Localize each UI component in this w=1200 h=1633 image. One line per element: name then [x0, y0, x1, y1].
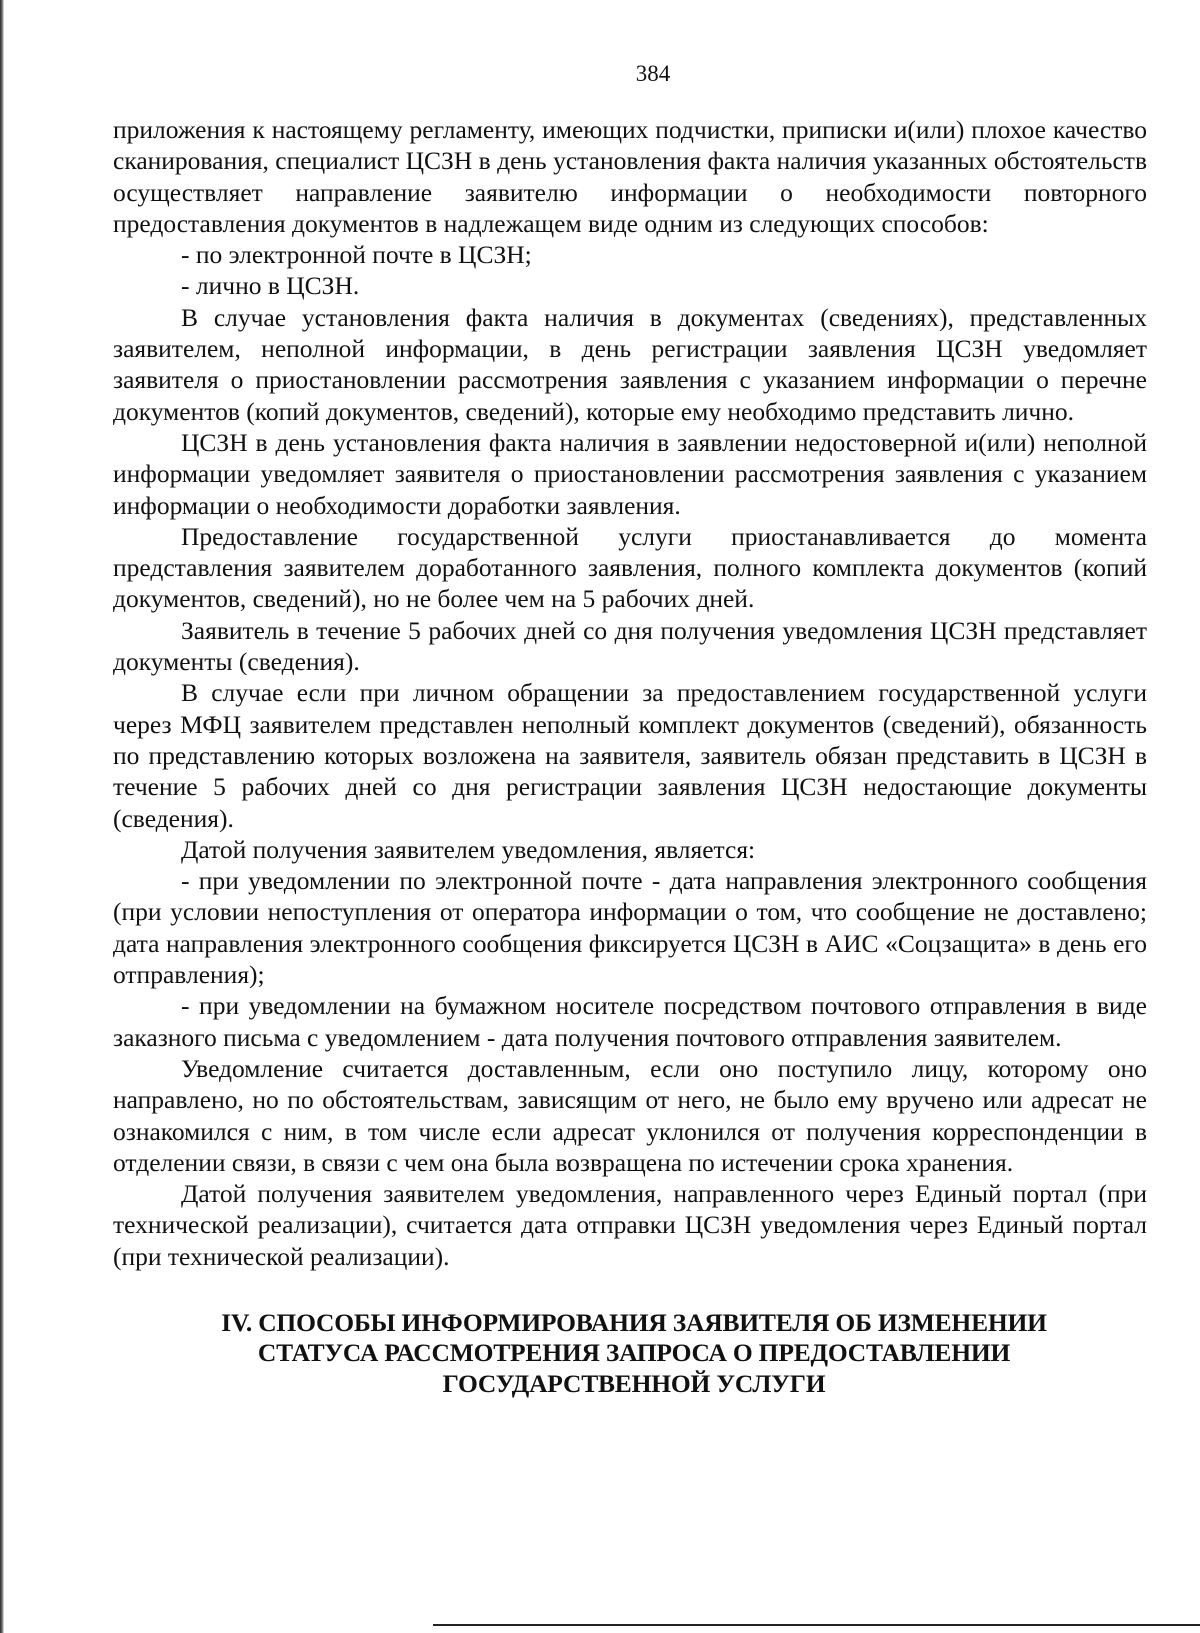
- list-item: - лично в ЦСЗН.: [181, 271, 360, 301]
- section-heading-line: СТАТУСА РАССМОТРЕНИЯ ЗАПРОСА О ПРЕДОСТАВЛЕНИИ: [257, 1338, 1011, 1368]
- paragraph: Заявитель в течение 5 рабочих дней со дня получения уведомления ЦСЗН представляет документы (сведения).: [113, 615, 1147, 677]
- bottom-rule: [433, 1624, 1200, 1626]
- scan-left-edge: [0, 0, 4, 1633]
- body-text: [113, 114, 1147, 1272]
- list-item: - по электронной почте в ЦСЗН;: [181, 240, 532, 270]
- section-heading: [113, 1308, 1147, 1400]
- paragraph: Уведомление считается доставленным, если оно поступило лицу, которому оно направлено, но по обстоятельствам, зависящим от него, не было ему вручено или адресат не ознакомился с ним, в том числе если адресат уклонился от получения корреспонденции в отделении связи, в связи с чем она была возвращена по истечении срока хранения.: [113, 1053, 1147, 1177]
- page-number: 384: [635, 61, 671, 86]
- paragraph: приложения к настоящему регламенту, имеющих подчистки, приписки и(или) плохое качество сканирования, специалист ЦСЗН в день установления факта наличия указанных обстоятельств осуществляет направление заявителю информации о необходимости повторного предоставления документов в надлежащем виде одним из следующих способов:: [113, 115, 1147, 238]
- list-item: - при уведомлении на бумажном носителе посредством почтового отправления в виде заказного письма с уведомлением - дата получения почтового отправления заявителем.: [113, 991, 1147, 1052]
- paragraph: Датой получения заявителем уведомления, направленного через Единый портал (при технической реализации), считается дата отправки ЦСЗН уведомления через Единый портал (при технической реализации).: [113, 1179, 1147, 1271]
- section-heading-line: ГОСУДАРСТВЕННОЙ УСЛУГИ: [442, 1368, 826, 1398]
- paragraph: В случае если при личном обращении за предоставлением государственной услуги через МФЦ заявителем представлен неполный комплект документов (сведений), обязанность по представлению которых возложена на заявителя, заявитель обязан представить в ЦСЗН в течение 5 рабочих дней со дня регистрации заявления ЦСЗН недостающие документы (сведения).: [113, 678, 1147, 833]
- paragraph: Предоставление государственной услуги приостанавливается до момента представления заявителем доработанного заявления, полного комплекта документов (копий документов, сведений), но не более чем на 5 рабочих дней.: [113, 521, 1147, 614]
- paragraph: Датой получения заявителем уведомления, является:: [181, 834, 756, 864]
- paragraph: ЦСЗН в день установления факта наличия в заявлении недостоверной и(или) неполной информации уведомляет заявителя о приостановлении рассмотрения заявления с указанием информации о необходимости доработки заявления.: [113, 427, 1147, 520]
- paragraph: В случае установления факта наличия в документах (сведениях), представленных заявителем, неполной информации, в день регистрации заявления ЦСЗН уведомляет заявителя о приостановлении рассмотрения заявления с указанием информации о перечне документов (копий документов, сведений), которые ему необходимо представить лично.: [113, 302, 1147, 426]
- section-heading-line: IV. СПОСОБЫ ИНФОРМИРОВАНИЯ ЗАЯВИТЕЛЯ ОБ ИЗМЕНЕНИИ: [221, 1307, 1047, 1337]
- list-item: - при уведомлении по электронной почте - дата направления электронного сообщения (при условии непоступления от оператора информации о том, что сообщение не доставлено; дата направления электронного сообщения фиксируется ЦСЗН в АИС «Соцзащита» в день его отправления);: [113, 866, 1147, 990]
- document-page: [113, 58, 1147, 1399]
